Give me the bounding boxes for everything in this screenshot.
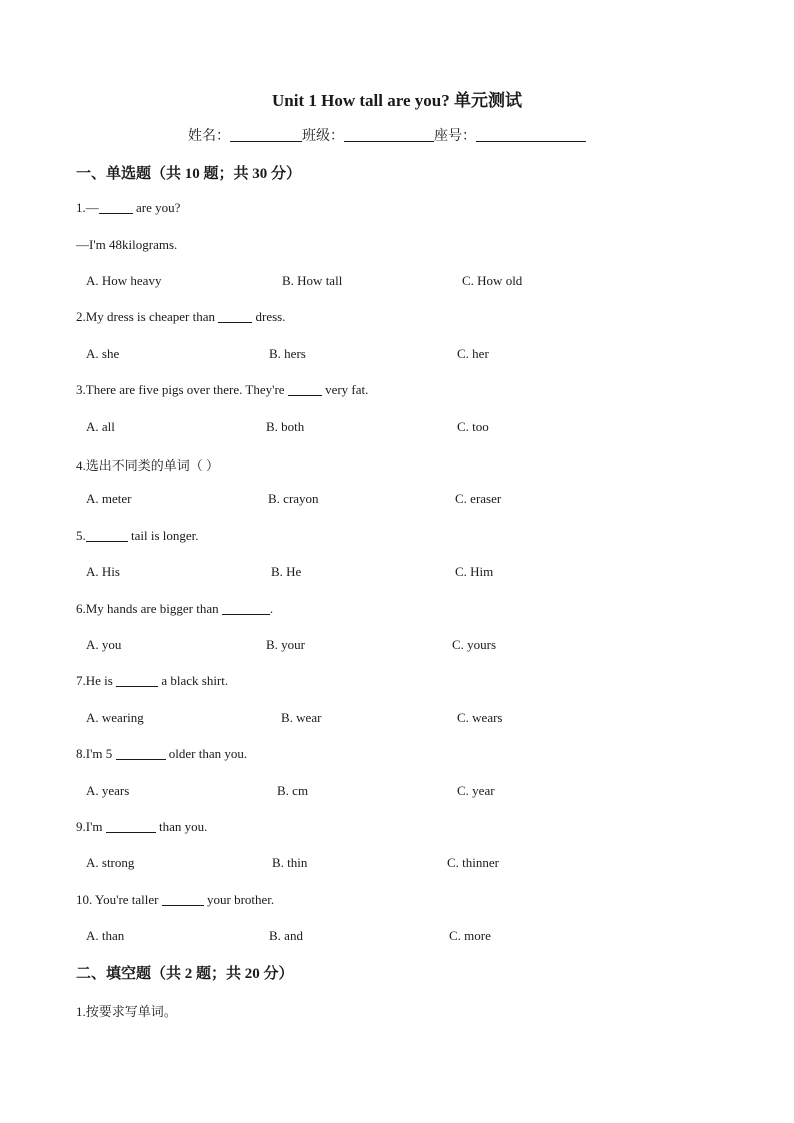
question-7-option-a[interactable]: A. wearing xyxy=(86,710,144,725)
question-6-option-b[interactable]: B. your xyxy=(266,637,305,652)
question-4-stem: 4.选出不同类的单词（ ） xyxy=(76,458,220,473)
class-blank[interactable] xyxy=(344,127,434,142)
question-2-option-b[interactable]: B. hers xyxy=(269,346,306,361)
question-5-stem: 5. tail is longer. xyxy=(76,528,199,543)
question-3-option-a[interactable]: A. all xyxy=(86,419,115,434)
question-8-option-a[interactable]: A. years xyxy=(86,783,130,798)
answer-blank[interactable] xyxy=(106,820,156,833)
question-1-option-b[interactable]: B. How tall xyxy=(282,273,343,288)
question-7-option-c[interactable]: C. wears xyxy=(457,710,503,725)
answer-blank[interactable] xyxy=(86,529,128,542)
question-8-stem: 8.I'm 5 older than you. xyxy=(76,746,248,761)
question-1-response: —I'm 48kilograms. xyxy=(76,237,178,252)
question-4-option-b[interactable]: B. crayon xyxy=(268,491,319,506)
question-9-option-b[interactable]: B. thin xyxy=(272,855,308,870)
section-2-heading: 二、填空题（共 2 题；共 20 分） xyxy=(76,966,294,982)
question-5-option-b[interactable]: B. He xyxy=(271,564,302,579)
question-1-option-c[interactable]: C. How old xyxy=(462,273,523,288)
answer-blank[interactable] xyxy=(222,602,270,615)
question-1-option-a[interactable]: A. How heavy xyxy=(86,273,162,288)
seat-blank[interactable] xyxy=(476,127,586,142)
section-2-item-1: 1.按要求写单词。 xyxy=(76,1004,177,1019)
question-9-option-c[interactable]: C. thinner xyxy=(447,855,499,870)
question-2-stem: 2.My dress is cheaper than dress. xyxy=(76,309,286,324)
question-4-option-a[interactable]: A. meter xyxy=(86,491,132,506)
question-8-option-c[interactable]: C. year xyxy=(457,783,495,798)
question-2-option-c[interactable]: C. her xyxy=(457,346,489,361)
question-9-option-a[interactable]: A. strong xyxy=(86,855,135,870)
answer-blank[interactable] xyxy=(288,383,322,396)
name-blank[interactable] xyxy=(230,127,302,142)
seat-label: 座号： xyxy=(434,129,476,144)
question-9-stem: 9.I'm than you. xyxy=(76,819,208,834)
answer-blank[interactable] xyxy=(99,201,133,214)
question-3-stem: 3.There are five pigs over there. They're very fat. xyxy=(76,382,369,397)
answer-blank[interactable] xyxy=(162,893,204,906)
answer-blank[interactable] xyxy=(218,310,252,323)
student-info-line xyxy=(188,125,586,145)
question-10-option-a[interactable]: A. than xyxy=(86,928,125,943)
question-1-stem: 1.— are you? xyxy=(76,200,181,215)
question-6-option-a[interactable]: A. you xyxy=(86,637,122,652)
question-2-option-a[interactable]: A. she xyxy=(86,346,120,361)
page-title: Unit 1 How tall are you? 单元测试 xyxy=(272,91,522,110)
answer-blank[interactable] xyxy=(116,747,166,760)
section-1-heading: 一、单选题（共 10 题；共 30 分） xyxy=(76,166,302,182)
answer-blank[interactable] xyxy=(116,674,158,687)
question-6-stem: 6.My hands are bigger than . xyxy=(76,601,274,616)
question-10-option-b[interactable]: B. and xyxy=(269,928,303,943)
question-3-option-b[interactable]: B. both xyxy=(266,419,305,434)
question-7-option-b[interactable]: B. wear xyxy=(281,710,322,725)
question-5-option-a[interactable]: A. His xyxy=(86,564,120,579)
question-10-stem: 10. You're taller your brother. xyxy=(76,892,275,907)
question-8-option-b[interactable]: B. cm xyxy=(277,783,309,798)
name-label: 姓名： xyxy=(188,129,230,144)
question-10-option-c[interactable]: C. more xyxy=(449,928,491,943)
question-3-option-c[interactable]: C. too xyxy=(457,419,489,434)
question-4-option-c[interactable]: C. eraser xyxy=(455,491,502,506)
class-label: 班级： xyxy=(302,129,344,144)
question-7-stem: 7.He is a black shirt. xyxy=(76,673,229,688)
question-6-option-c[interactable]: C. yours xyxy=(452,637,497,652)
question-5-option-c[interactable]: C. Him xyxy=(455,564,494,579)
